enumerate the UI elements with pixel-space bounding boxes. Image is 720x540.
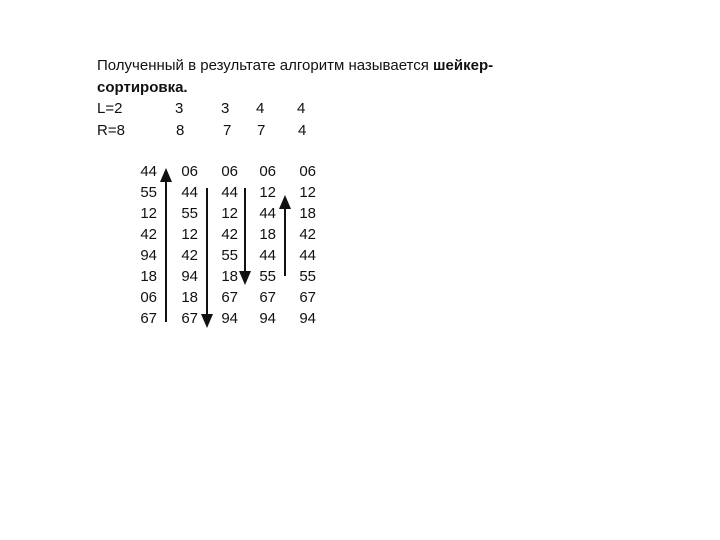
column-cell: 18: [259, 226, 276, 243]
column-cell: 67: [259, 289, 276, 306]
param-l-value-1: 3: [175, 100, 184, 117]
column-cell: 67: [299, 289, 316, 306]
column-cell: 55: [181, 205, 198, 222]
column-cell: 94: [140, 247, 157, 264]
param-l-value-4: 4: [297, 100, 306, 117]
column-cell: 06: [299, 163, 316, 180]
column-cell: 55: [299, 268, 316, 285]
column-cell: 06: [181, 163, 198, 180]
column-cell: 06: [259, 163, 276, 180]
column-cell: 94: [259, 310, 276, 327]
param-r-value-2: 7: [223, 122, 232, 139]
column-cell: 44: [140, 163, 157, 180]
column-cell: 55: [259, 268, 276, 285]
param-r-value-1: 8: [176, 122, 185, 139]
arrow-down-icon: [239, 188, 251, 285]
column-cell: 06: [221, 163, 238, 180]
param-l-value-2: 3: [221, 100, 230, 117]
column-cell: 42: [299, 226, 316, 243]
column-cell: 67: [221, 289, 238, 306]
column-cell: 12: [181, 226, 198, 243]
param-r-value-3: 7: [257, 122, 266, 139]
column-cell: 55: [140, 184, 157, 201]
column-cell: 67: [181, 310, 198, 327]
column-cell: 44: [299, 247, 316, 264]
column-cell: 44: [259, 205, 276, 222]
column-cell: 18: [221, 268, 238, 285]
column-cell: 94: [221, 310, 238, 327]
column-cell: 42: [181, 247, 198, 264]
column-cell: 67: [140, 310, 157, 327]
arrow-up-icon: [160, 168, 172, 322]
column-cell: 94: [181, 268, 198, 285]
arrow-down-icon: [201, 188, 213, 328]
column-cell: 42: [221, 226, 238, 243]
param-r-label: R=8: [97, 122, 125, 139]
column-cell: 06: [140, 289, 157, 306]
arrow-up-icon: [279, 195, 291, 276]
column-cell: 12: [299, 184, 316, 201]
heading-line-2: сортировка.: [97, 79, 188, 96]
column-cell: 18: [181, 289, 198, 306]
column-cell: 44: [259, 247, 276, 264]
column-cell: 94: [299, 310, 316, 327]
heading-line-1: [97, 56, 493, 76]
column-cell: 12: [221, 205, 238, 222]
column-cell: 42: [140, 226, 157, 243]
column-cell: 18: [299, 205, 316, 222]
column-cell: 12: [140, 205, 157, 222]
heading-term: шейкер-: [433, 57, 494, 74]
param-l-value-3: 4: [256, 100, 265, 117]
column-cell: 12: [259, 184, 276, 201]
param-r-value-4: 4: [298, 122, 307, 139]
column-cell: 44: [221, 184, 238, 201]
param-l-label: L=2: [97, 100, 123, 117]
column-cell: 44: [181, 184, 198, 201]
column-cell: 18: [140, 268, 157, 285]
heading-text: Полученный в результате алгоритм называется: [97, 57, 434, 74]
column-cell: 55: [221, 247, 238, 264]
